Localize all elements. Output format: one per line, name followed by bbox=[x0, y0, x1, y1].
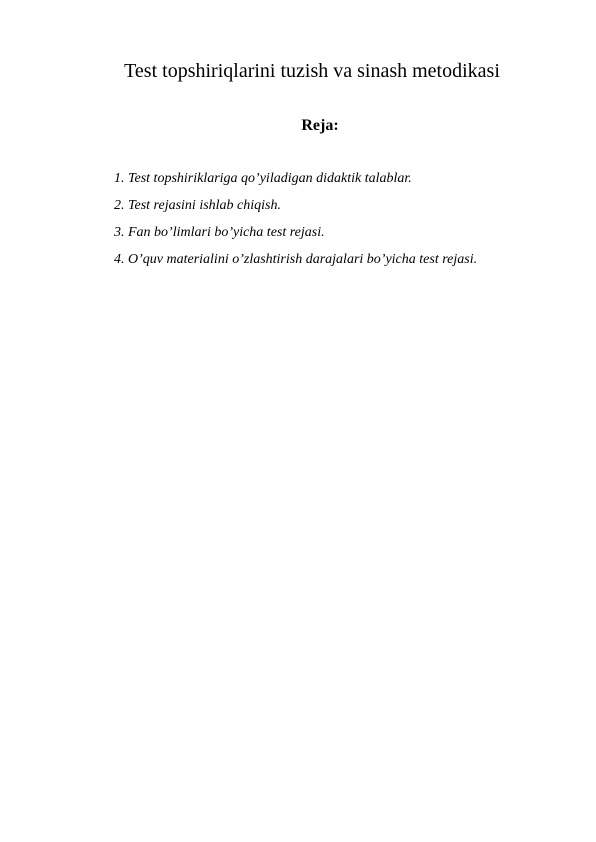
plan-item-4: 4. O’quv materialini o’zlashtirish darajalari bo’yicha test rejasi. bbox=[114, 252, 478, 267]
plan-item-1: 1. Test topshiriklariga qo’yiladigan didaktik talablar. bbox=[114, 171, 412, 186]
document-title: Test topshiriqlarini tuzish va sinash metodikasi bbox=[124, 60, 500, 82]
plan-item-3: 3. Fan bo’limlari bo’yicha test rejasi. bbox=[114, 225, 325, 240]
plan-item-2: 2. Test rejasini ishlab chiqish. bbox=[114, 198, 281, 213]
plan-list bbox=[114, 165, 584, 273]
plan-heading: Reja: bbox=[301, 117, 339, 134]
